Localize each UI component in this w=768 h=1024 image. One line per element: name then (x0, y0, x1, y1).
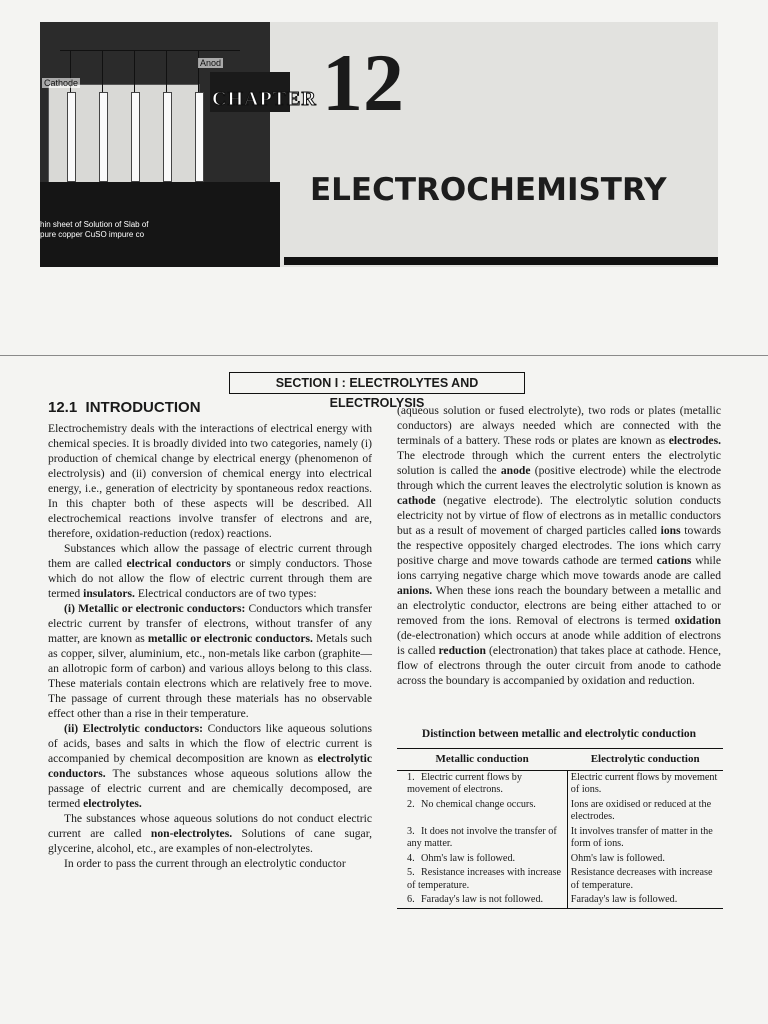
table-cell (397, 770, 567, 798)
term: cathode (397, 494, 436, 507)
term: electrolytes. (83, 797, 142, 810)
text: The substances whose aqueous solutions allow the passage of electric current and are chemically decomposed, are termed (48, 767, 372, 810)
chapter-header (40, 22, 718, 267)
section-heading (48, 400, 372, 415)
term: electrodes. (668, 434, 721, 447)
table-cell (397, 798, 567, 825)
text: (positive electrode) while the electrode through which the current leaves the electrolytic solution is known as (397, 464, 721, 492)
table-row (397, 798, 723, 825)
term: insulators. (83, 587, 135, 600)
table-header-row (397, 749, 723, 771)
row-number: 1. (407, 771, 415, 783)
text: Solutions of cane sugar, glycerine, alcohol, etc., are examples of non-electrolytes. (48, 827, 372, 855)
electrode-rod (99, 92, 108, 182)
term: electrolytic conductors. (48, 752, 372, 780)
paragraph (48, 541, 372, 601)
wire (134, 50, 135, 92)
electrode-rod (163, 92, 172, 182)
text: Conductors which transfer electric current by transfer of electrons, without transfer of any matter, are known as (48, 602, 372, 645)
term: non-electrolytes. (150, 827, 233, 840)
text: The substances whose aqueous solutions do not conduct electric current are called (48, 812, 372, 840)
term: anode (500, 464, 531, 477)
chapter-title: ELECTROCHEMISTRY (310, 172, 667, 208)
cell-text: Electric current flows by movement of electrons. (407, 771, 522, 795)
column-header: Electrolytic conduction (567, 749, 723, 771)
text: Conductors like aqueous solutions of acids, bases and salts in which the flow of electric current is accompanied by chemical decomposition are known as (48, 722, 372, 765)
photo-caption-line: hin sheet of Solution of Slab of (40, 220, 149, 229)
term: anions. (397, 584, 433, 597)
table-cell: Electric current flows by movement of ions. (570, 771, 718, 795)
row-number: 5. (407, 867, 415, 878)
term: cations (656, 554, 692, 567)
text: while ions carrying negative charge which move towards anode are called (397, 554, 721, 582)
text: (electronation) that takes place at cathode. Hence, flow of electrons through the outer circuit from anode to cathode across the boundary is accompanied by oxidation and reduction. (397, 644, 721, 687)
table-row (397, 893, 723, 908)
wire (166, 50, 167, 92)
paragraph (48, 811, 372, 856)
term: reduction (438, 644, 486, 657)
term: (ii) Electrolytic conductors: (64, 722, 203, 735)
cell-text: Ohm's law is followed. (421, 852, 516, 864)
table-row (397, 770, 723, 798)
table-cell: Ohm's law is followed. (570, 852, 665, 864)
table-row (397, 852, 723, 867)
cell-text: It does not involve the transfer of any matter. (407, 825, 557, 849)
paragraph: In order to pass the current through an electrolytic conductor (64, 857, 346, 870)
cathode-label: Cathode (44, 78, 79, 88)
term: (i) Metallic or electronic conductors: (64, 602, 246, 615)
term: metallic or electronic conductors. (147, 632, 313, 645)
paragraph (48, 721, 372, 811)
right-column (397, 403, 721, 688)
row-number: 2. (407, 798, 415, 810)
section-title: SECTION I : ELECTROLYTES AND ELECTROLYSIS (229, 372, 525, 394)
heading-number: 12.1 (48, 399, 78, 416)
table-title: Distinction between metallic and electrolytic conduction (421, 728, 697, 740)
table-cell: Resistance decreases with increase of temperature. (570, 867, 713, 891)
row-number: 6. (407, 894, 415, 905)
table-cell: Ions are oxidised or reduced at the electrodes. (570, 798, 712, 822)
text: towards the respective oppositely charged electrodes. The ions which carry positive charge and move towards cathode are termed (397, 524, 722, 567)
text: The electrode through which the current enters the electrolytic solution is called the (397, 449, 721, 477)
table-cell: It involves transfer of matter in the form of ions. (570, 825, 713, 849)
term: electrical conductors (126, 557, 231, 570)
comparison-table (397, 748, 723, 909)
text: or simply conductors. Those which do not allow the flow of electric current through them are termed (48, 557, 372, 600)
photo-caption-line: pure copper CuSO impure co (40, 230, 145, 239)
connecting-wire (60, 50, 240, 51)
cell-text: No chemical change occurs. (421, 798, 536, 810)
column-header: Metallic conduction (397, 749, 567, 771)
left-column (48, 400, 372, 871)
table-row (397, 866, 723, 893)
text: (negative electrode). The electrolytic solution conducts electricity not by virtue of flow of electrons as in metallic conductors but as a result of movement of charged particles called (397, 494, 721, 537)
table-cell (397, 852, 567, 867)
paragraph (48, 601, 372, 721)
divider (0, 355, 768, 356)
text: When these ions reach the boundary between a metallic and an electrolytic conductor, electrons are being either attached to or removed from the ions. Removal of electrons is termed (397, 584, 721, 627)
title-underline (284, 257, 718, 265)
chapter-word: CHAPTER (212, 88, 317, 110)
text: Substances which allow the passage of electric current through them are called (48, 542, 372, 570)
photo-caption (40, 220, 240, 240)
table-cell (397, 866, 567, 893)
text: (de-electronation) which occurs at anode while addition of electrons is called (397, 629, 721, 657)
paragraph (397, 403, 721, 688)
electrode-rod (195, 92, 204, 182)
table-cell: Faraday's law is followed. (567, 893, 723, 908)
electrode-rod (67, 92, 76, 182)
table-cell (397, 893, 567, 908)
term: oxidation (674, 614, 721, 627)
table-row (397, 825, 723, 852)
row-number: 4. (407, 852, 415, 864)
text: Metals such as copper, silver, aluminium, etc., non-metals like carbon (graphite—an allotropic form of carbon) and various alloys belong to this class. These materials contain electrons which are relatively free to move. The passage of current through these materials has no observable effect other than a rise in their temperature. (48, 632, 373, 720)
electrode-rod (131, 92, 140, 182)
anode-label: Anod (200, 58, 222, 68)
row-number: 3. (407, 825, 415, 837)
cell-text: Resistance increases with increase of temperature. (407, 867, 562, 891)
wire (198, 50, 199, 92)
paragraph: Electrochemistry deals with the interactions of electrical energy with chemical species. It is broadly divided into two categories, namely (i) production of chemical change by electrical energy (phenomenon of electrolysis) and (ii) conversion of chemical energy into electrical energy, i.e., generation of electricity by spontaneous redox reactions. In this chapter both of these aspects will be described. All electrochemical reactions involve transfer of electrons and are, therefore, oxidation-reduction (redox) reactions. (48, 422, 372, 540)
text: Electrical conductors are of two types: (134, 587, 317, 600)
heading-text: INTRODUCTION (85, 399, 201, 416)
cell-text: Faraday's law is not followed. (421, 894, 544, 905)
chapter-number: 12 (322, 37, 404, 128)
table-cell (397, 825, 567, 852)
term: ions (660, 524, 681, 537)
wire (102, 50, 103, 92)
text: (aqueous solution or fused electrolyte), two rods or plates (metallic conductors) are always needed which are connected with the terminals of a battery. These rods or plates are known as (397, 404, 721, 447)
